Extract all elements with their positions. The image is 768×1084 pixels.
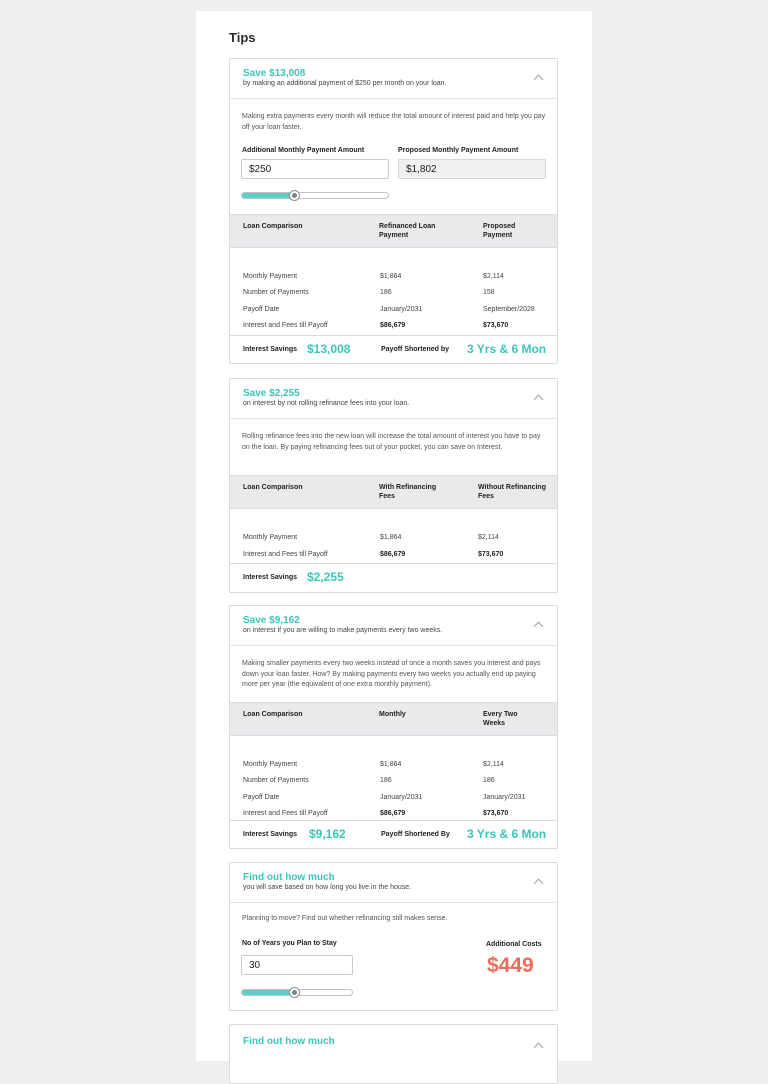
chevron-up-icon[interactable] xyxy=(534,75,544,85)
additional-payment-label: Additional Monthly Payment Amount xyxy=(242,147,365,154)
table-cell: Interest and Fees till Payoff xyxy=(243,810,328,817)
table-cell: Monthly Payment xyxy=(243,534,298,541)
table-cell: $73,670 xyxy=(483,810,509,817)
slider-fill xyxy=(242,193,295,198)
payoff-shortened-label: Payoff Shortened By xyxy=(381,831,450,838)
comparison-table-header xyxy=(230,214,557,248)
payoff-shortened-value: 3 Yrs & 6 Mon xyxy=(467,342,547,356)
tip-footer xyxy=(230,335,557,364)
additional-payment-input[interactable] xyxy=(241,159,389,179)
tip-footer xyxy=(230,820,557,849)
years-slider[interactable] xyxy=(241,989,353,996)
table-cell: Payoff Date xyxy=(243,794,280,801)
proposed-payment-label: Proposed Monthly Payment Amount xyxy=(398,147,519,154)
payoff-shortened-label: Payoff Shortened by xyxy=(381,346,450,353)
tip-header[interactable] xyxy=(230,379,557,419)
additional-costs-label: Additional Costs xyxy=(486,941,542,948)
table-cell: January/2031 xyxy=(380,794,423,801)
slider-thumb[interactable] xyxy=(289,987,300,998)
table-cell: Payoff Date xyxy=(243,306,280,313)
table-cell: $86,679 xyxy=(380,322,406,329)
tip-card-years-in-house-2 xyxy=(229,1024,558,1084)
interest-savings-label: Interest Savings xyxy=(243,574,298,581)
tip-subtitle: on interest by not rolling refinance fees into your loan. xyxy=(243,400,410,407)
table-cell: $2,114 xyxy=(478,534,499,541)
slider-thumb[interactable] xyxy=(289,190,300,201)
payoff-shortened-value: 3 Yrs & 6 Mon xyxy=(467,827,547,841)
proposed-payment-field xyxy=(398,159,546,179)
table-cell: 158 xyxy=(483,289,495,296)
column-header: Loan Comparison xyxy=(243,711,303,718)
interest-savings-label: Interest Savings xyxy=(243,346,298,353)
column-header: With Refinancing Fees xyxy=(379,484,437,500)
tip-description: Making smaller payments every two weeks instead of once a month saves you interest and pays down your loan faster. How? By making payments every two weeks you actually end up paying more per year (the equivalent of one extra monthly payment). xyxy=(242,660,541,688)
tip-description: Making extra payments every month will reduce the total amount of interest paid and help you pay off your loan faster. xyxy=(242,113,546,131)
tip-subtitle: by making an additional payment of $250 per month on your loan. xyxy=(243,80,447,87)
tip-card-refinance-fees xyxy=(229,378,558,593)
column-header: Every Two Weeks xyxy=(483,711,518,727)
tip-header[interactable] xyxy=(230,59,557,99)
chevron-up-icon[interactable] xyxy=(534,395,544,405)
table-cell: 186 xyxy=(483,777,495,784)
years-label: No of Years you Plan to Stay xyxy=(242,940,337,947)
tip-title: Save $2,255 xyxy=(243,388,300,399)
slider-fill xyxy=(242,990,295,995)
table-cell: September/2028 xyxy=(483,306,535,313)
tip-description: Planning to move? Find out whether refinancing still makes sense. xyxy=(242,915,448,922)
table-cell: $86,679 xyxy=(380,810,406,817)
comparison-table-header xyxy=(230,702,557,736)
table-cell: January/2031 xyxy=(380,306,423,313)
interest-savings-value: $2,255 xyxy=(307,570,344,584)
table-cell: 186 xyxy=(380,777,392,784)
years-input[interactable] xyxy=(241,955,353,975)
table-cell: 186 xyxy=(380,289,392,296)
tip-subtitle: you will save based on how long you live in the house. xyxy=(243,884,412,891)
table-cell: $1,864 xyxy=(380,273,402,280)
chevron-up-icon[interactable] xyxy=(534,622,544,632)
additional-costs-value: $449 xyxy=(487,954,534,977)
table-cell: Number of Payments xyxy=(243,777,309,784)
column-header: Loan Comparison xyxy=(243,484,303,491)
page-title: Tips xyxy=(229,30,256,45)
tip-header[interactable] xyxy=(230,606,557,646)
tip-card-extra-payments xyxy=(229,58,558,364)
table-cell: $73,670 xyxy=(478,551,504,558)
table-cell: $2,114 xyxy=(483,273,504,280)
interest-savings-value: $13,008 xyxy=(307,342,351,356)
tip-description: Rolling refinance fees into the new loan will increase the total amount of interest you have to pay on the loan. By paying refinancing fees out of your pocket, you can save on Interest. xyxy=(242,433,541,451)
column-header: Refinanced Loan Payment xyxy=(379,223,436,239)
table-cell: $73,670 xyxy=(483,322,509,329)
table-cell: $1,864 xyxy=(380,761,402,768)
table-cell: Interest and Fees till Payoff xyxy=(243,551,328,558)
tip-title: Save $13,008 xyxy=(243,68,306,79)
table-cell: Monthly Payment xyxy=(243,761,298,768)
tip-header[interactable] xyxy=(230,863,557,903)
chevron-up-icon[interactable] xyxy=(534,879,544,889)
table-cell: $1,864 xyxy=(380,534,402,541)
tip-title: Save $9,162 xyxy=(243,615,300,626)
interest-savings-label: Interest Savings xyxy=(243,831,298,838)
interest-savings-value: $9,162 xyxy=(309,827,346,841)
column-header: Monthly xyxy=(379,711,406,718)
tip-card-biweekly xyxy=(229,605,558,849)
table-cell: Interest and Fees till Payoff xyxy=(243,322,328,329)
additional-payment-slider[interactable] xyxy=(241,192,389,199)
column-header: Without Refinancing Fees xyxy=(478,484,546,500)
table-cell: Number of Payments xyxy=(243,289,309,296)
table-cell: Monthly Payment xyxy=(243,273,298,280)
column-header: Loan Comparison xyxy=(243,223,303,230)
table-cell: $86,679 xyxy=(380,551,406,558)
table-cell: January/2031 xyxy=(483,794,526,801)
tips-panel xyxy=(196,11,592,1061)
table-cell: $2,114 xyxy=(483,761,504,768)
tip-header[interactable] xyxy=(230,1025,557,1065)
tip-footer xyxy=(230,563,557,592)
tip-title: Find out how much xyxy=(243,1036,335,1047)
comparison-table-header xyxy=(230,475,557,509)
tip-card-years-in-house xyxy=(229,862,558,1011)
tip-subtitle: on interest if you are willing to make payments every two weeks. xyxy=(243,627,443,634)
tip-title: Find out how much xyxy=(243,872,335,883)
column-header: Proposed Payment xyxy=(483,223,516,239)
